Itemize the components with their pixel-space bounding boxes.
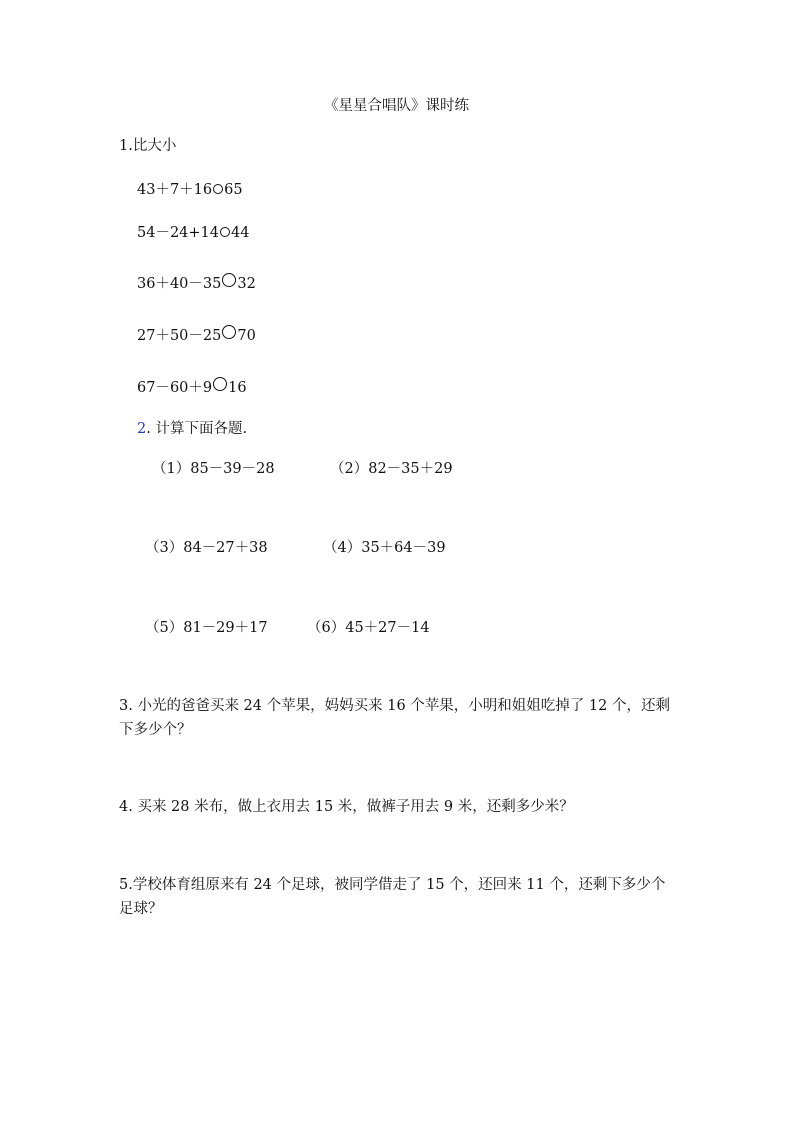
q1-item-2	[137, 223, 249, 243]
q1-item-right: 16	[228, 380, 247, 396]
q1-item-left: 27＋50－25	[137, 328, 222, 344]
q2-item-3: （3）84－27＋38	[145, 540, 268, 556]
q2-heading	[137, 419, 247, 439]
compare-circle[interactable]	[213, 184, 223, 194]
q2-item-4: （4）35＋64－39	[323, 540, 446, 556]
q1-item-left: 43＋7＋16	[137, 182, 213, 198]
q1-item-4	[137, 326, 256, 346]
q2-heading-text: . 计算下面各题.	[146, 421, 248, 437]
q2-number: 2	[137, 421, 147, 437]
q1-heading: 1.比大小	[119, 138, 177, 154]
q1-item-1	[137, 180, 243, 200]
q2-item-5: （5）81－29＋17	[145, 620, 268, 636]
q1-item-right: 65	[224, 182, 243, 198]
page-title: 《星星合唱队》课时练	[324, 98, 469, 114]
q5-text: 5.学校体育组原来有 24 个足球，被同学借走了 15 个，还回来 11 个，还剩下多少个足球？	[119, 877, 666, 917]
q2-item-2: （2）82－35＋29	[330, 461, 453, 477]
q2-item-1: （1）85－39－28	[152, 461, 275, 477]
compare-circle[interactable]	[213, 377, 227, 391]
q1-item-right: 70	[237, 328, 256, 344]
compare-circle[interactable]	[222, 273, 236, 287]
q1-item-left: 67－60＋9	[137, 380, 213, 396]
compare-circle[interactable]	[222, 325, 236, 339]
q4-text: 4. 买来 28 米布，做上衣用去 15 米，做裤子用去 9 米，还剩多少米？	[119, 799, 574, 815]
compare-circle[interactable]	[220, 227, 230, 237]
q1-item-right: 32	[237, 276, 256, 292]
q1-item-5	[137, 378, 247, 398]
q1-item-right: 44	[231, 225, 250, 241]
q2-item-6: （6）45＋27－14	[307, 620, 430, 636]
q1-item-left: 36＋40－35	[137, 276, 222, 292]
q1-item-left: 54－24+14	[137, 225, 220, 241]
q1-item-3	[137, 274, 256, 294]
q3-text: 3. 小光的爸爸买来 24 个苹果，妈妈买来 16 个苹果，小明和姐姐吃掉了 12 个，还剩下多少个？	[119, 698, 670, 738]
